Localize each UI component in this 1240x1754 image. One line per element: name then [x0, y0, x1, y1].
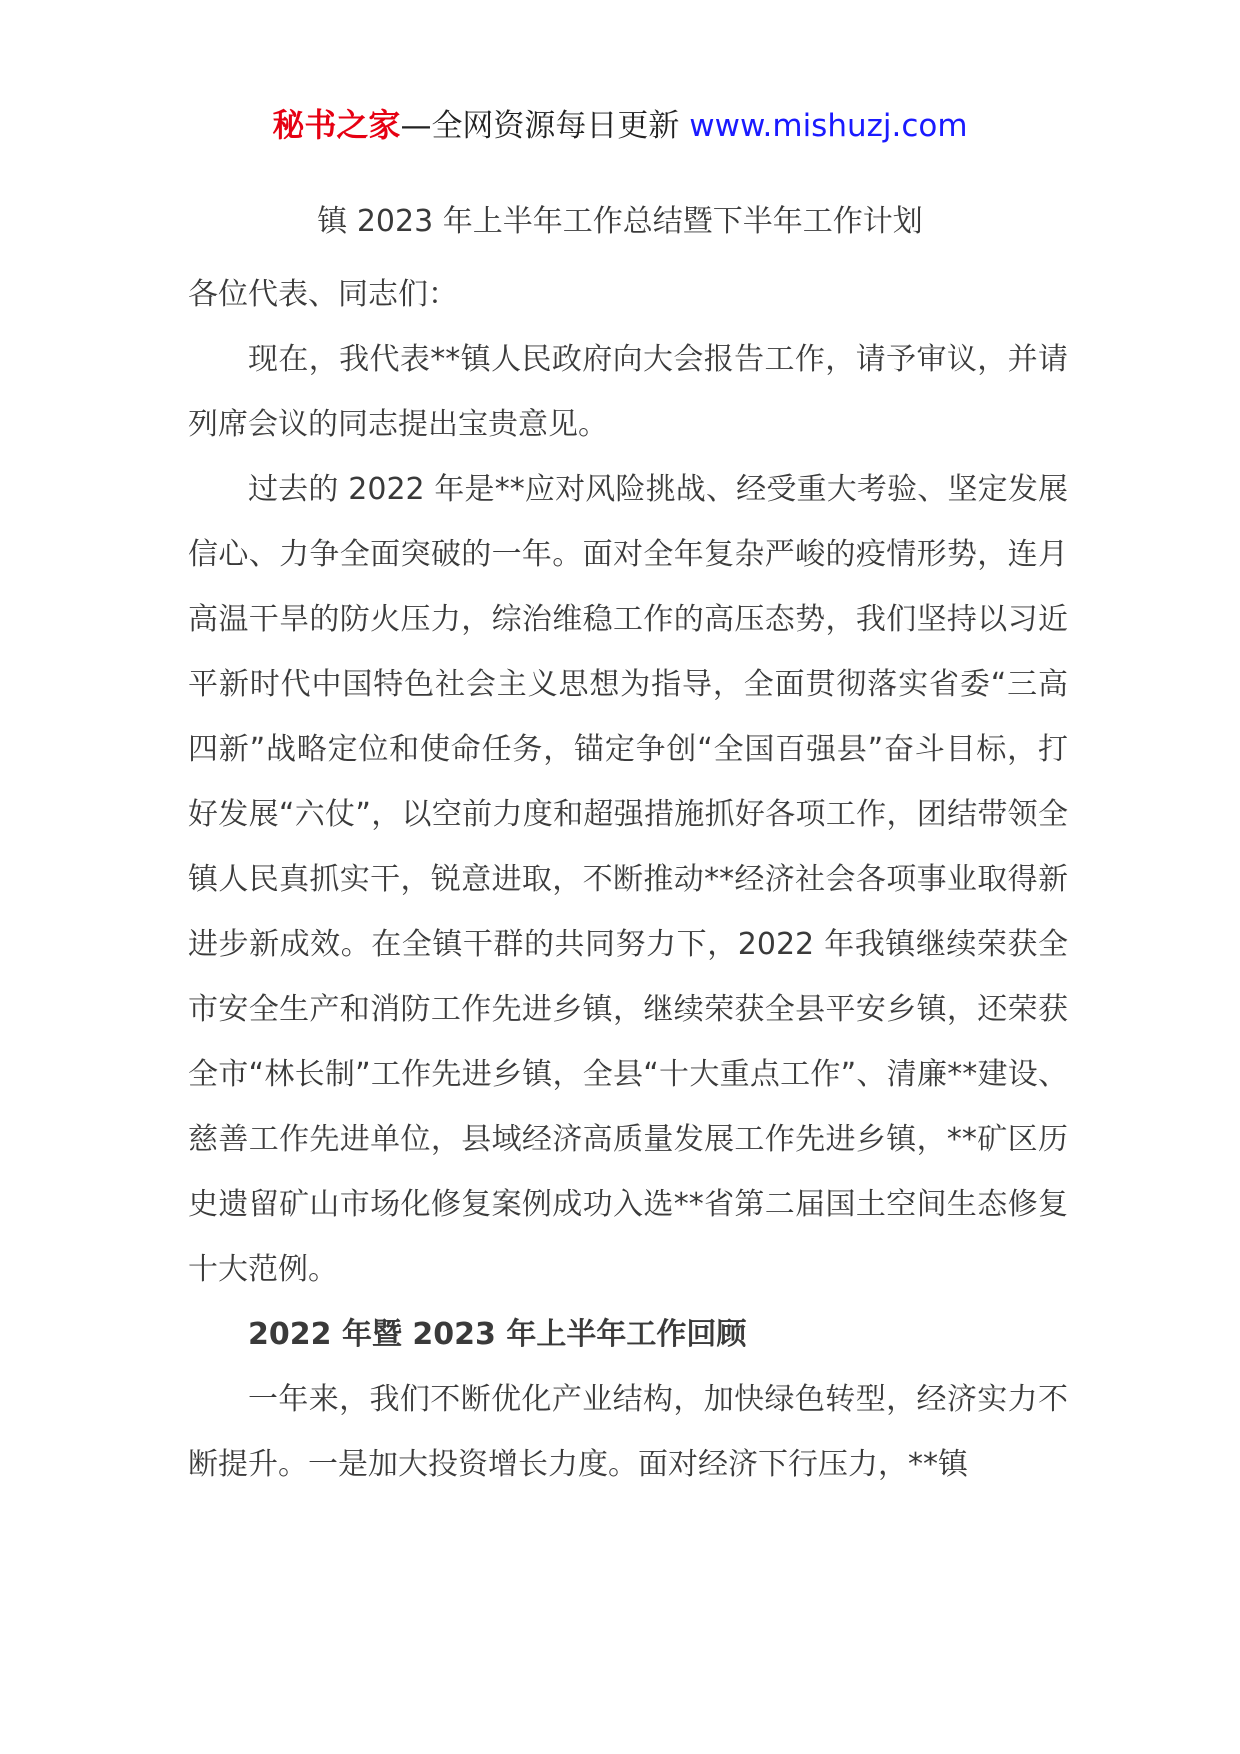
- site-header: [0, 100, 1240, 151]
- site-url-link[interactable]: www.mishuzj.com: [689, 108, 968, 144]
- document-title: 镇 2023 年上半年工作总结暨下半年工作计划: [317, 204, 923, 239]
- paragraph-report-intro: 现在，我代表**镇人民政府向大会报告工作，请予审议，并请列席会议的同志提出宝贵意见。: [188, 342, 1068, 442]
- paragraph-section-intro: 一年来，我们不断优化产业结构，加快绿色转型，经济实力不断提升。一是加大投资增长力度。面对经济下行压力，**镇: [188, 1382, 1068, 1482]
- brand-name: 秘书之家: [272, 106, 401, 144]
- salutation: 各位代表、同志们：: [188, 277, 458, 312]
- header-slogan: —全网资源每日更新: [400, 108, 690, 144]
- section-heading: 2022 年暨 2023 年上半年工作回顾: [248, 1317, 747, 1352]
- document-body: [188, 262, 1068, 1497]
- paragraph-2022-review: 过去的 2022 年是**应对风险挑战、经受重大考验、坚定发展信心、力争全面突破的一年。面对全年复杂严峻的疫情形势，连月高温干旱的防火压力，综治维稳工作的高压态势，我们坚持以习近平新时代中国特色社会主义思想为指导，全面贯彻落实省委“三高四新”战略定位和使命任务，锚定争创“全国百强县”奋斗目标，打好发展“六仗”，以空前力度和超强措施抓好各项工作，团结带领全镇人民真抓实干，锐意进取，不断推动**经济社会各项事业取得新进步新成效。在全镇干群的共同努力下，2022 年我镇继续荣获全市安全生产和消防工作先进乡镇，继续荣获全县平安乡镇，还荣获全市“林长制”工作先进乡镇，全县“十大重点工作”、清廉**建设、慈善工作先进单位，县域经济高质量发展工作先进乡镇，**矿区历史遗留矿山市场化修复案例成功入选**省第二届国土空间生态修复十大范例。: [188, 472, 1068, 1287]
